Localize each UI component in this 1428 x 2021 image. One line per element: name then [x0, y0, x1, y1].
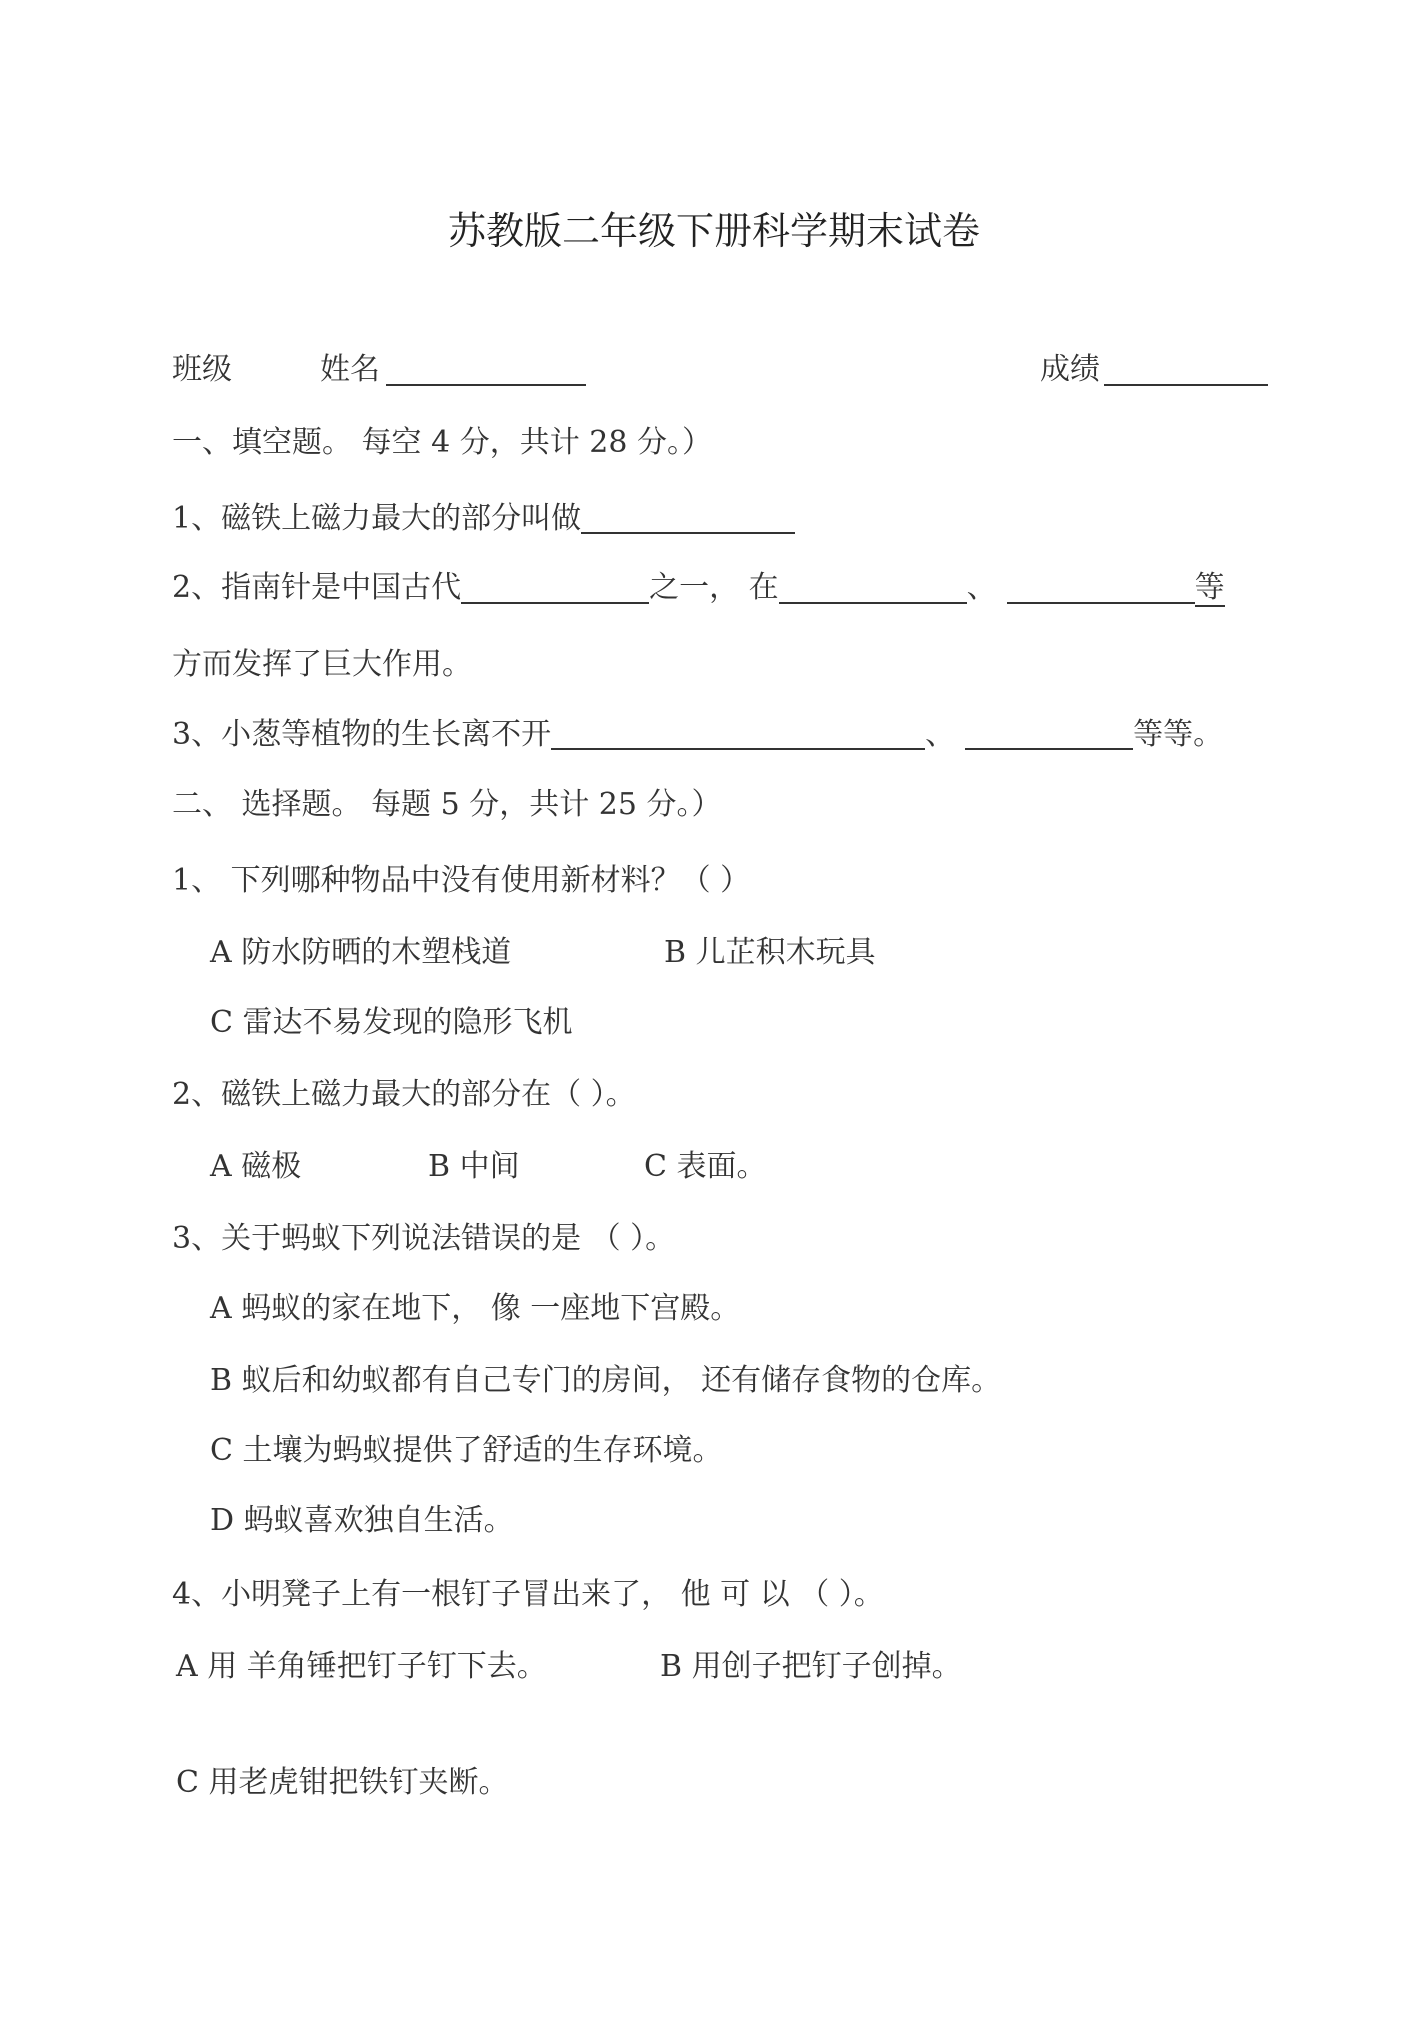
section2-q3-stem: 3、关于蚂蚁下列说法错误的是 （ ）。 — [172, 1221, 676, 1256]
section2-q2-option-c[interactable]: C 表面。 — [644, 1149, 767, 1184]
section1-q3-part2: 、 — [925, 717, 956, 752]
section2-q2-option-a[interactable]: A 磁极 — [210, 1149, 302, 1184]
section2-q1-option-c[interactable]: C 雷达不易发现的隐形飞机 — [210, 1005, 573, 1040]
section1-q2 — [172, 572, 1225, 604]
section1-q2-blank1[interactable] — [461, 572, 649, 604]
section2-q1-option-a[interactable]: A 防水防晒的木塑栈道 — [210, 935, 512, 970]
section1-q2-blank2[interactable] — [779, 572, 967, 604]
name-blank[interactable] — [386, 354, 586, 386]
section2-q4-stem: 4、小明凳子上有一根钉子冒出来了， 他 可 以 （ ）。 — [172, 1577, 884, 1612]
section2-q4-option-c[interactable]: C 用老虎钳把铁钉夹断。 — [176, 1765, 509, 1800]
section1-q2-part2: 之一， 在 — [649, 570, 779, 605]
section2-q1-option-b[interactable]: B 儿芷积木玩具 — [664, 935, 876, 970]
score-blank[interactable] — [1104, 354, 1268, 386]
section1-q1 — [172, 502, 795, 534]
section2-heading: 二、 选择题。 每题 5 分，共计 25 分。） — [172, 787, 722, 822]
section1-q1-text: 1、磁铁上磁力最大的部分叫做 — [172, 501, 582, 536]
class-label: 班级 — [172, 352, 232, 387]
section2-q3-option-c[interactable]: C 土壤为蚂蚁提供了舒适的生存环境。 — [210, 1433, 723, 1468]
section1-q2-part1: 2、指南针是中国古代 — [172, 570, 462, 605]
section1-q2-line2: 方而发挥了巨大作用。 — [172, 647, 472, 682]
section2-q4-option-b[interactable]: B 用创子把钉子创掉。 — [660, 1649, 962, 1684]
section1-q3 — [172, 718, 1223, 750]
score-label: 成绩 — [1040, 352, 1100, 387]
section1-q2-part4: 等 — [1194, 570, 1225, 605]
section1-q3-part1: 3、小葱等植物的生长离不开 — [172, 717, 552, 752]
section2-q3-option-a[interactable]: A 蚂蚁的家在地下， 像 一座地下宫殿。 — [210, 1291, 741, 1326]
section1-q3-part3: 等等。 — [1133, 717, 1224, 752]
section2-q1-stem: 1、 下列哪种物品中没有使用新材料？（ ） — [172, 863, 751, 898]
name-label: 姓名 — [320, 352, 380, 387]
section1-q2-part3: 、 — [966, 570, 997, 605]
section1-q3-blank2[interactable] — [965, 718, 1133, 750]
section2-q3-option-b[interactable]: B 蚁后和幼蚁都有自己专门的房间， 还有储存食物的仓库。 — [210, 1363, 1002, 1398]
section1-heading: 一、填空题。 每空 4 分，共计 28 分。） — [172, 425, 712, 460]
section2-q2-stem: 2、磁铁上磁力最大的部分在（ ）。 — [172, 1077, 636, 1112]
section2-q4-option-a[interactable]: A 用 羊角锤把钉子钉下去。 — [176, 1649, 547, 1684]
page-title: 苏教版二年级下册科学期末试卷 — [447, 209, 980, 253]
section2-q3-option-d[interactable]: D 蚂蚁喜欢独自生活。 — [210, 1503, 514, 1538]
section1-q2-blank3[interactable] — [1007, 572, 1195, 604]
section1-q1-blank[interactable] — [581, 502, 795, 534]
section1-q3-blank1[interactable] — [551, 718, 925, 750]
section2-q2-option-b[interactable]: B 中间 — [428, 1149, 520, 1184]
